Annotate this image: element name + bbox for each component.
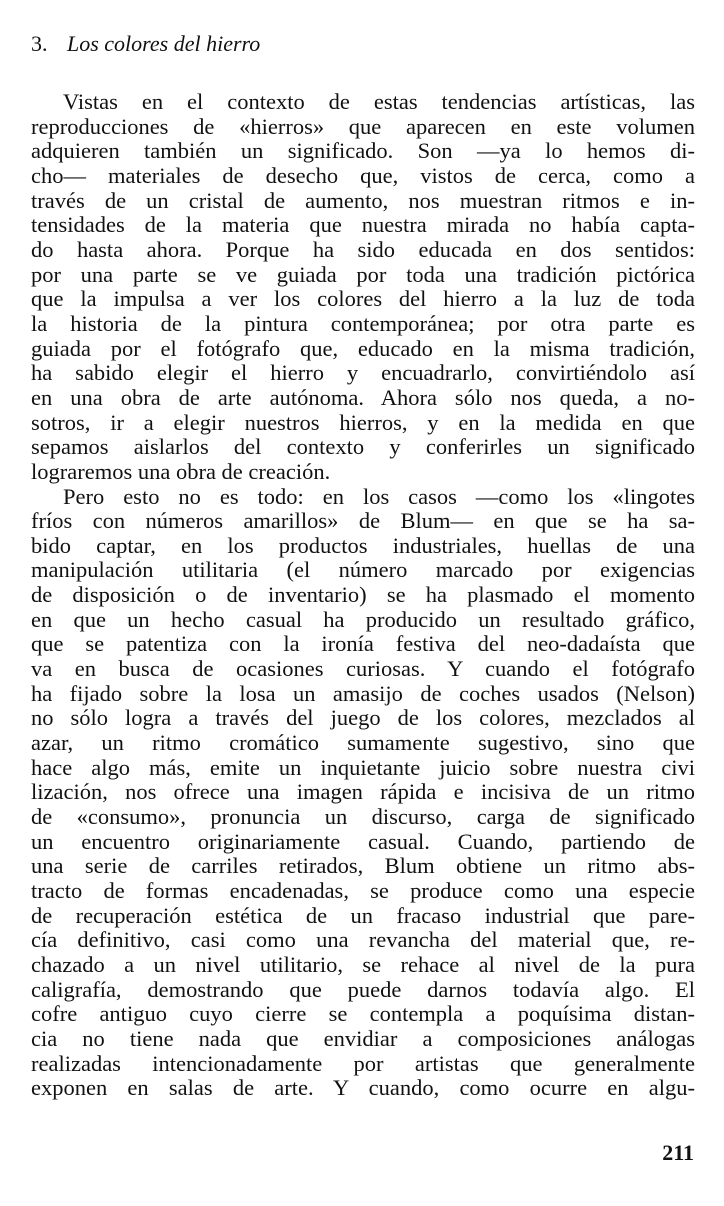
text-line: por una parte se ve guiada por toda una tradición pictórica <box>31 261 695 287</box>
text-line: chazado a un nivel utilitario, se rehace al nivel de la pura <box>31 951 695 977</box>
text-line: que se patentiza con la ironía festiva del neo-dadaísta que <box>31 631 695 657</box>
page-number: 211 <box>662 1140 694 1165</box>
text-line: ha sabido elegir el hierro y encuadrarlo, convirtiéndolo así <box>31 360 695 386</box>
text-line: fríos con números amarillos» de Blum— en que se ha sa- <box>31 508 695 534</box>
text-line: cía definitivo, casi como una revancha del material que, re- <box>31 927 695 953</box>
text-line: de recuperación estética de un fracaso industrial que pare- <box>31 902 695 928</box>
text-line: un encuentro originariamente casual. Cuando, partiendo de <box>31 828 695 854</box>
text-line: lograremos una obra de creación. <box>31 458 331 484</box>
text-line: hace algo más, emite un inquietante juicio sobre nuestra civi <box>31 754 695 780</box>
text-line: manipulación utilitaria (el número marcado por exigencias <box>31 557 695 583</box>
text-line: bido captar, en los productos industriales, huellas de una <box>31 532 695 558</box>
text-line: sotros, ir a elegir nuestros hierros, y en la medida en que <box>31 409 695 435</box>
text-line: cho— materiales de desecho que, vistos de cerca, como a <box>31 162 695 188</box>
text-line: cia no tiene nada que envidiar a composiciones análogas <box>31 1025 695 1051</box>
text-line: sepamos aislarlos del contexto y conferirles un significado <box>31 434 695 460</box>
text-line: en una obra de arte autónoma. Ahora sólo nos queda, a no- <box>31 384 695 410</box>
text-line: azar, un ritmo cromático sumamente sugestivo, sino que <box>31 730 695 756</box>
text-line: una serie de carriles retirados, Blum obtiene un ritmo abs- <box>31 853 695 879</box>
text-line: en que un hecho casual ha producido un resultado gráfico, <box>31 606 695 632</box>
text-line: Vistas en el contexto de estas tendencias artísticas, las <box>63 89 695 114</box>
text-line: lización, nos ofrece una imagen rápida e incisiva de un ritmo <box>31 779 695 805</box>
text-line: va en busca de ocasiones curiosas. Y cuando el fotógrafo <box>31 656 695 682</box>
text-line: no sólo logra a través del juego de los colores, mezclados al <box>31 705 695 731</box>
text-line: guiada por el fotógrafo que, educado en la misma tradición, <box>31 335 695 361</box>
text-line: reproducciones de «hierros» que aparecen en este volumen <box>31 113 695 139</box>
body-text <box>31 90 695 1101</box>
text-line: tensidades de la materia que nuestra mirada no había capta- <box>31 212 695 238</box>
text-line: cofre antiguo cuyo cierre se contempla a poquísima distan- <box>31 1001 695 1027</box>
text-line: caligrafía, demostrando que puede darnos todavía algo. El <box>31 976 695 1002</box>
text-line: de «consumo», pronuncia un discurso, carga de significado <box>31 804 695 830</box>
text-line: Pero esto no es todo: en los casos —como los «lingotes <box>63 483 695 509</box>
text-line: exponen en salas de arte. Y cuando, como ocurre en algu- <box>31 1075 695 1101</box>
section-title: Los colores del hierro <box>67 31 261 56</box>
text-line: la historia de la pintura contemporánea; por otra parte es <box>31 310 695 336</box>
text-line: adquieren también un significado. Son —ya lo hemos di- <box>31 138 695 164</box>
text-line: que la impulsa a ver los colores del hierro a la luz de toda <box>31 286 695 312</box>
text-line: realizadas intencionadamente por artistas que generalmente <box>31 1050 695 1076</box>
text-line: de disposición o de inventario) se ha plasmado el momento <box>31 582 695 608</box>
text-line: ha fijado sobre la losa un amasijo de coches usados (Nelson) <box>31 680 695 706</box>
text-line: do hasta ahora. Porque ha sido educada en dos sentidos: <box>31 236 695 262</box>
section-number: 3. <box>31 31 48 56</box>
text-line: tracto de formas encadenadas, se produce como una especie <box>31 878 695 903</box>
section-heading <box>31 30 260 58</box>
text-line: través de un cristal de aumento, nos muestran ritmos e in- <box>31 187 695 213</box>
